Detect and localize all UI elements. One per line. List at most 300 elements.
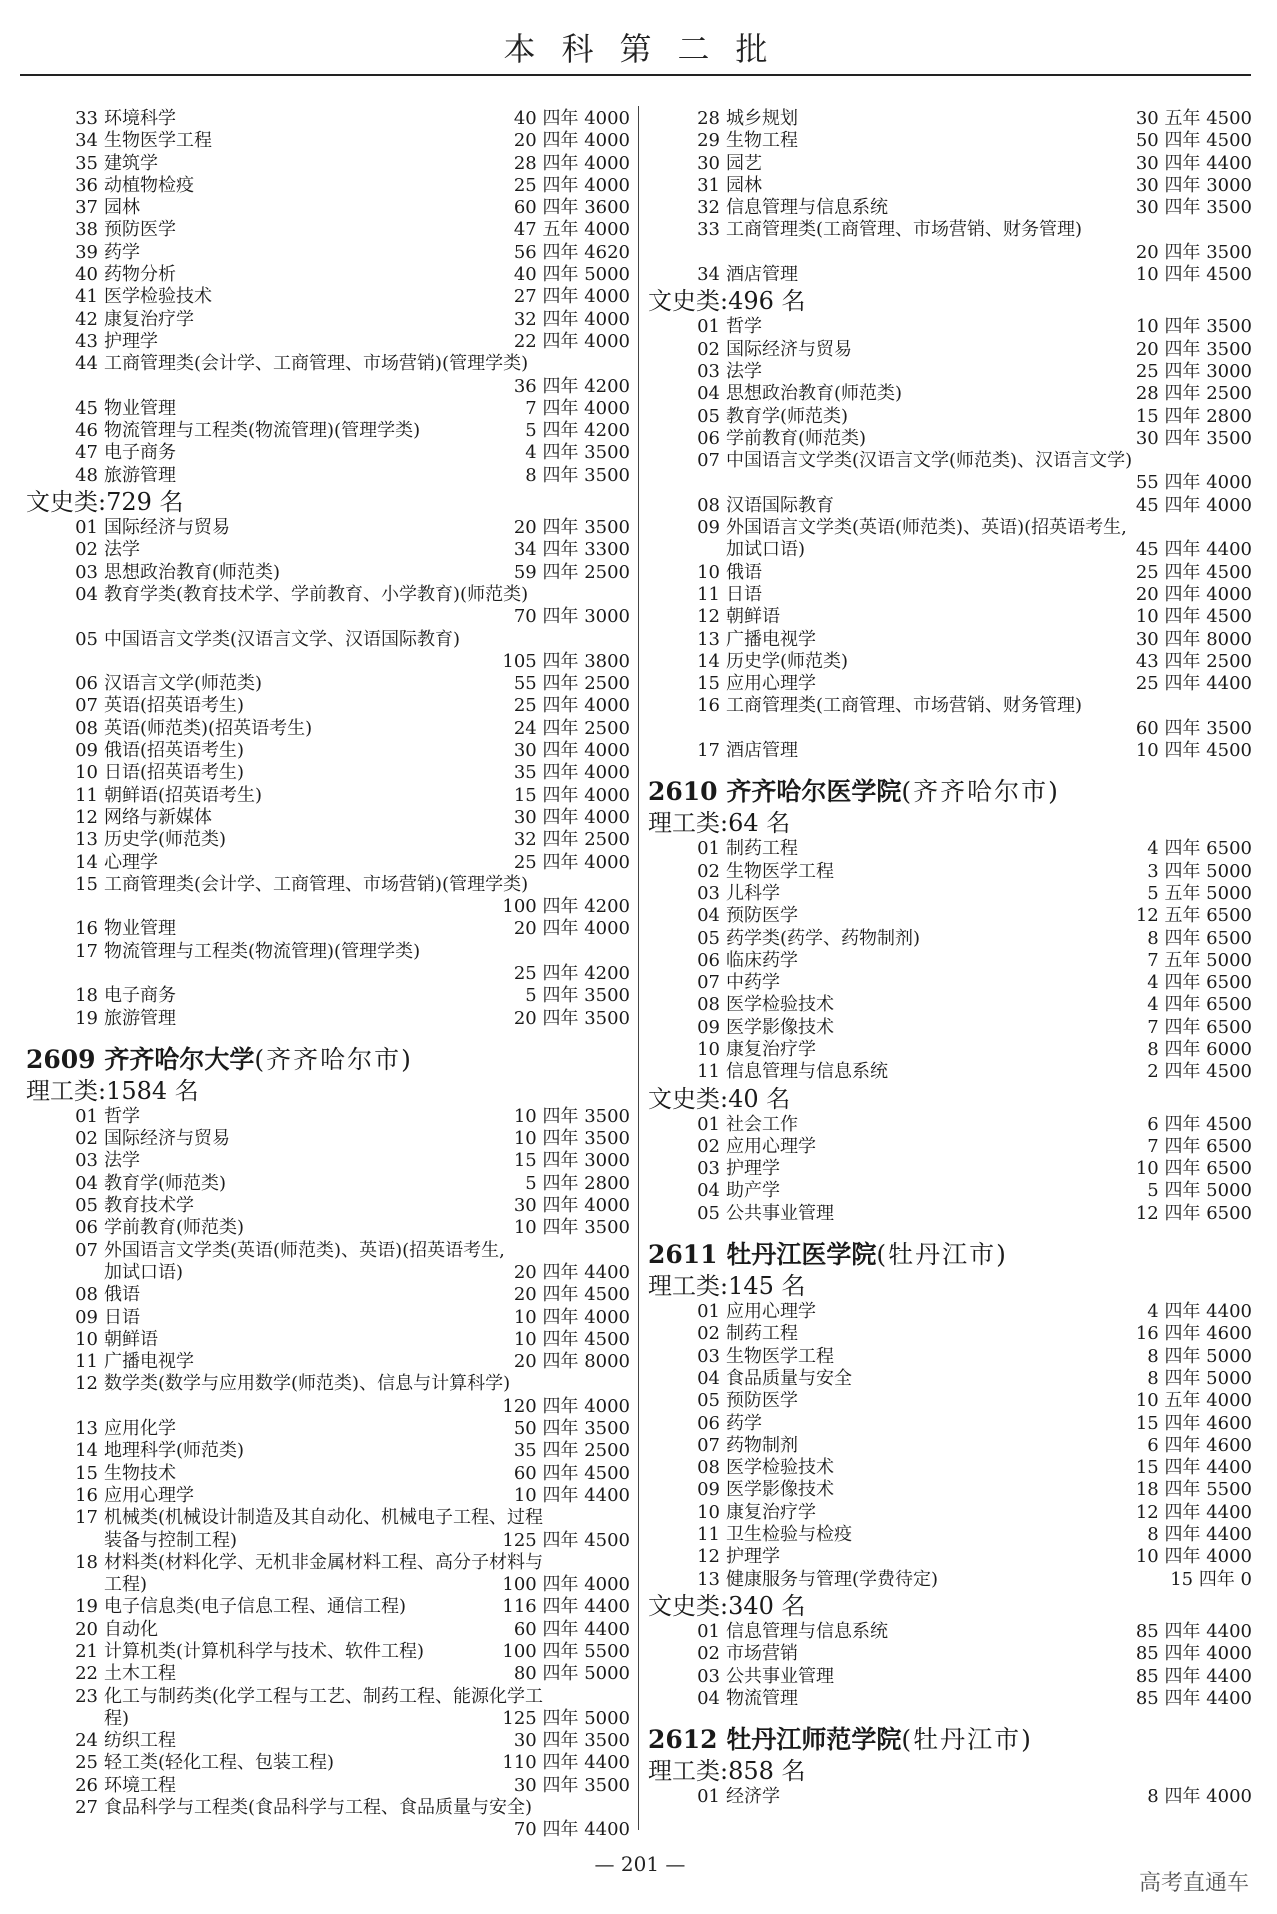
major-quota: 59 四年 2500 (513, 561, 630, 583)
major-name: 食品科学与工程类(食品科学与工程、食品质量与安全) (104, 1797, 533, 1819)
major-quota: 100 四年 4200 (502, 896, 630, 918)
major-code: 07 (697, 1434, 720, 1456)
major-row (26, 562, 630, 584)
major-row (26, 1752, 630, 1774)
major-name: 动植物检疫 (104, 174, 194, 196)
major-code: 05 (697, 405, 720, 427)
major-row (26, 718, 630, 740)
major-name: 广播电视学 (726, 628, 816, 650)
major-row (648, 883, 1252, 905)
school-heading (648, 776, 1252, 808)
major-quota: 70 四年 3000 (513, 606, 630, 628)
major-quota: 5 四年 5000 (1147, 1180, 1252, 1202)
major-name: 经济学 (726, 1786, 780, 1808)
major-row (26, 606, 630, 628)
major-name: 网络与新媒体 (104, 806, 212, 828)
major-code: 09 (697, 1016, 720, 1038)
major-row (26, 1507, 630, 1529)
major-code: 36 (75, 174, 98, 196)
major-row (26, 918, 630, 940)
major-quota: 20 四年 4000 (1135, 583, 1252, 605)
major-row (648, 629, 1252, 651)
major-name: 电子商务 (104, 442, 176, 464)
major-row (648, 339, 1252, 361)
major-code: 19 (75, 1007, 98, 1029)
major-name: 药物分析 (104, 264, 176, 286)
major-code: 15 (75, 873, 98, 895)
major-row (26, 829, 630, 851)
major-row (26, 1574, 630, 1596)
major-row (26, 1775, 630, 1797)
major-code: 10 (697, 1038, 720, 1060)
major-row (26, 1217, 630, 1239)
major-code: 21 (75, 1641, 98, 1662)
major-quota: 8 四年 3500 (525, 464, 630, 486)
major-name: 物流管理与工程类(物流管理)(管理学类) (104, 940, 421, 962)
major-quota: 4 四年 3500 (525, 442, 630, 464)
major-quota: 105 四年 3800 (502, 650, 630, 672)
major-name: 教育学(师范类) (104, 1172, 227, 1194)
major-name: 医学影像技术 (726, 1016, 834, 1038)
major-code: 03 (75, 561, 98, 583)
major-code: 17 (75, 940, 98, 962)
major-row (26, 629, 630, 651)
major-code: 17 (697, 740, 720, 762)
major-name: 国际经济与贸易 (726, 338, 852, 360)
column-divider (638, 106, 639, 1830)
major-code: 15 (697, 673, 720, 695)
major-name: 康复治疗学 (726, 1038, 816, 1060)
major-code: 01 (697, 1786, 720, 1808)
major-quota: 15 四年 4000 (513, 784, 630, 806)
major-code: 07 (75, 1239, 98, 1261)
major-row (26, 1708, 630, 1730)
major-code: 03 (697, 360, 720, 382)
major-quota: 36 四年 4200 (513, 375, 630, 397)
major-row (26, 1173, 630, 1195)
major-row (26, 584, 630, 606)
major-name: 国际经济与贸易 (104, 517, 230, 539)
major-code: 11 (697, 1061, 720, 1083)
major-name: 护理学 (104, 330, 158, 352)
major-row (648, 1666, 1252, 1688)
major-code: 10 (75, 1328, 98, 1350)
major-row (648, 838, 1252, 860)
major-name: 法学 (104, 1150, 140, 1172)
major-code: 09 (697, 1479, 720, 1501)
major-row (648, 539, 1252, 561)
major-name: 预防医学 (726, 905, 798, 927)
major-quota: 85 四年 4000 (1135, 1643, 1252, 1665)
major-name: 纺织工程 (104, 1730, 176, 1752)
major-row (648, 584, 1252, 606)
major-code: 24 (75, 1730, 98, 1752)
major-row (648, 1546, 1252, 1568)
major-code: 26 (75, 1774, 98, 1796)
major-name: 应用心理学 (726, 1301, 816, 1323)
major-quota: 28 四年 2500 (1135, 383, 1252, 405)
major-quota: 15 四年 3000 (513, 1150, 630, 1172)
major-name: 广播电视学 (104, 1351, 194, 1373)
major-quota: 4 四年 6500 (1147, 972, 1252, 994)
major-code: 04 (697, 1367, 720, 1389)
major-row (26, 1106, 630, 1128)
major-row (26, 175, 630, 197)
major-code: 32 (697, 197, 720, 219)
major-code: 13 (75, 1418, 98, 1440)
major-row (26, 1195, 630, 1217)
major-name: 物流管理与工程类(物流管理)(管理学类) (104, 420, 421, 442)
major-name: 环境工程 (104, 1774, 176, 1796)
major-name: 助产学 (726, 1180, 780, 1202)
major-name: 公共事业管理 (726, 1665, 834, 1687)
major-quota: 10 四年 3500 (513, 1128, 630, 1150)
major-row (26, 740, 630, 762)
major-code: 01 (697, 838, 720, 860)
major-code: 10 (75, 762, 98, 784)
major-name: 医学检验技术 (726, 994, 834, 1016)
major-code: 03 (697, 1158, 720, 1180)
major-quota: 12 四年 4400 (1135, 1501, 1252, 1523)
major-name: 学前教育(师范类) (726, 427, 867, 449)
major-quota: 22 四年 4000 (513, 330, 630, 352)
major-name: 装备与控制工程) (104, 1529, 238, 1551)
school-name: 牡丹江医学院 (726, 1240, 877, 1270)
major-name: 俄语(招英语考生) (104, 740, 245, 762)
major-quota: 35 四年 4000 (513, 762, 630, 784)
major-code: 15 (75, 1462, 98, 1484)
major-quota: 10 四年 4500 (1135, 264, 1252, 286)
major-quota: 55 四年 2500 (513, 673, 630, 695)
major-row (648, 718, 1252, 740)
major-name: 俄语 (726, 561, 762, 583)
school-code: 2609 (26, 1044, 96, 1074)
major-quota: 12 五年 6500 (1135, 905, 1252, 927)
major-quota: 4 四年 4400 (1147, 1301, 1252, 1323)
major-quota: 15 四年 0 (1170, 1568, 1252, 1590)
major-row (648, 1524, 1252, 1546)
major-quota: 55 四年 4000 (1135, 472, 1252, 494)
major-quota: 7 四年 4000 (525, 397, 630, 419)
major-quota: 34 四年 3300 (513, 539, 630, 561)
major-name: 朝鲜语 (726, 606, 780, 628)
major-row (648, 950, 1252, 972)
major-name: 汉语国际教育 (726, 494, 834, 516)
major-name: 药学类(药学、药物制剂) (726, 927, 921, 949)
major-code: 02 (75, 1128, 98, 1150)
major-row (648, 1368, 1252, 1390)
major-row (648, 606, 1252, 628)
major-row (26, 1552, 630, 1574)
major-name: 外国语言文学类(英语(师范类)、英语)(招英语考生, (104, 1239, 505, 1261)
major-code: 16 (75, 918, 98, 940)
major-name: 园林 (726, 174, 762, 196)
major-name: 外国语言文学类(英语(师范类)、英语)(招英语考生, (726, 517, 1127, 539)
major-name: 康复治疗学 (726, 1501, 816, 1523)
major-row (26, 852, 630, 874)
major-code: 34 (75, 130, 98, 152)
school-name: 牡丹江师范学院 (726, 1725, 902, 1755)
major-code: 33 (75, 108, 98, 129)
major-name: 思想政治教育(师范类) (726, 383, 903, 405)
category-heading: 文史类:340 名 (648, 1591, 806, 1620)
major-code: 22 (75, 1663, 98, 1685)
major-code: 19 (75, 1596, 98, 1618)
major-name: 哲学 (104, 1105, 140, 1127)
major-code: 08 (697, 1457, 720, 1479)
major-name: 应用心理学 (726, 1135, 816, 1157)
category-heading: 文史类:496 名 (648, 287, 806, 316)
school-code: 2611 (648, 1240, 718, 1270)
major-row (26, 1284, 630, 1306)
major-row (648, 861, 1252, 883)
major-row (648, 695, 1252, 717)
major-row (26, 130, 630, 152)
major-name: 加试口语) (726, 539, 806, 561)
major-name: 日语 (726, 583, 762, 605)
major-code: 07 (75, 695, 98, 717)
major-quota: 20 四年 4500 (513, 1284, 630, 1306)
major-name: 电子信息类(电子信息工程、通信工程) (104, 1596, 407, 1618)
major-row (26, 1307, 630, 1329)
major-code: 05 (75, 628, 98, 650)
major-code: 45 (75, 397, 98, 419)
major-row (26, 219, 630, 241)
major-name: 日语 (104, 1306, 140, 1328)
major-row (26, 874, 630, 896)
major-code: 29 (697, 130, 720, 152)
major-row (26, 1440, 630, 1462)
major-code: 06 (75, 673, 98, 695)
major-name: 自动化 (104, 1618, 158, 1640)
major-row (648, 361, 1252, 383)
major-quota: 60 四年 4400 (513, 1618, 630, 1640)
major-quota: 15 四年 4400 (1135, 1457, 1252, 1479)
major-quota: 5 四年 3500 (525, 985, 630, 1007)
major-quota: 8 四年 6500 (1147, 927, 1252, 949)
major-quota: 3 四年 5000 (1147, 860, 1252, 882)
major-quota: 20 四年 3500 (513, 517, 630, 539)
major-row (648, 562, 1252, 584)
major-row (26, 242, 630, 264)
major-quota: 60 四年 3500 (1135, 717, 1252, 739)
major-row (26, 941, 630, 963)
major-name: 医学检验技术 (726, 1457, 834, 1479)
major-code: 01 (697, 316, 720, 338)
major-code: 13 (697, 628, 720, 650)
major-quota: 20 四年 4400 (513, 1261, 630, 1283)
major-quota: 70 四年 4400 (513, 1819, 630, 1841)
major-row (26, 517, 630, 539)
major-code: 23 (75, 1685, 98, 1707)
school-code: 2612 (648, 1725, 718, 1755)
major-row (648, 1180, 1252, 1202)
major-name: 化工与制药类(化学工程与工艺、制药工程、能源化学工 (104, 1685, 544, 1707)
major-code: 02 (697, 338, 720, 360)
major-quota: 25 四年 3000 (1135, 360, 1252, 382)
major-row (648, 1643, 1252, 1665)
major-name: 学前教育(师范类) (104, 1217, 245, 1239)
major-row (26, 1351, 630, 1373)
major-row (26, 309, 630, 331)
major-quota: 116 四年 4400 (502, 1596, 630, 1618)
major-code: 46 (75, 420, 98, 442)
major-code: 01 (697, 1620, 720, 1642)
major-code: 09 (75, 740, 98, 762)
major-quota: 4 四年 6500 (1147, 994, 1252, 1016)
major-quota: 20 四年 4000 (513, 918, 630, 940)
major-row (648, 740, 1252, 762)
major-code: 07 (697, 450, 720, 472)
major-code: 01 (697, 1301, 720, 1323)
major-name: 教育技术学 (104, 1195, 194, 1217)
major-row (648, 428, 1252, 450)
major-quota: 30 四年 8000 (1135, 628, 1252, 650)
major-name: 制药工程 (726, 1323, 798, 1345)
major-quota: 30 四年 4000 (513, 806, 630, 828)
major-code: 10 (697, 1501, 720, 1523)
major-name: 园艺 (726, 152, 762, 174)
major-name: 教育学类(教育技术学、学前教育、小学教育)(师范类) (104, 583, 529, 605)
major-name: 市场营销 (726, 1643, 798, 1665)
major-code: 05 (697, 1390, 720, 1412)
major-name: 应用心理学 (726, 673, 816, 695)
major-quota: 25 四年 4000 (513, 695, 630, 717)
major-row (26, 1797, 630, 1819)
major-quota: 10 四年 4000 (1135, 1546, 1252, 1568)
major-name: 英语(师范类)(招英语考生) (104, 717, 313, 739)
category-heading: 理工类:1584 名 (26, 1076, 199, 1105)
major-name: 生物医学工程 (104, 130, 212, 152)
major-quota: 85 四年 4400 (1135, 1687, 1252, 1709)
major-code: 18 (75, 1551, 98, 1573)
major-quota: 30 四年 4400 (1135, 152, 1252, 174)
major-row (26, 1485, 630, 1507)
major-code: 03 (697, 1345, 720, 1367)
major-name: 康复治疗学 (104, 308, 194, 330)
major-code: 08 (697, 494, 720, 516)
major-code: 18 (75, 985, 98, 1007)
major-quota: 7 五年 5000 (1147, 949, 1252, 971)
major-row (648, 1457, 1252, 1479)
major-name: 预防医学 (104, 219, 176, 241)
major-row (26, 1150, 630, 1172)
major-code: 20 (75, 1618, 98, 1640)
major-name: 物业管理 (104, 918, 176, 940)
major-quota: 80 四年 5000 (513, 1663, 630, 1685)
major-code: 11 (75, 1351, 98, 1373)
major-row (648, 175, 1252, 197)
major-quota: 5 四年 4200 (525, 420, 630, 442)
major-row (648, 1136, 1252, 1158)
major-quota: 60 四年 3600 (513, 197, 630, 219)
major-row (648, 242, 1252, 264)
major-code: 31 (697, 174, 720, 196)
major-quota: 47 五年 4000 (513, 219, 630, 241)
major-row (26, 762, 630, 784)
page-header (20, 24, 1251, 76)
watermark-text: 高考直通车 (1138, 1871, 1249, 1896)
major-row (26, 442, 630, 464)
major-name: 建筑学 (104, 152, 158, 174)
major-name: 机械类(机械设计制造及其自动化、机械电子工程、过程 (104, 1507, 544, 1529)
major-code: 35 (75, 152, 98, 174)
major-name: 日语(招英语考生) (104, 762, 245, 784)
major-quota: 25 四年 4000 (513, 851, 630, 873)
major-quota: 10 四年 4500 (1135, 740, 1252, 762)
major-row (26, 985, 630, 1007)
major-name: 哲学 (726, 316, 762, 338)
major-code: 08 (75, 717, 98, 739)
major-code: 27 (75, 1797, 98, 1819)
major-quota: 20 四年 4000 (513, 130, 630, 152)
major-name: 英语(招英语考生) (104, 695, 245, 717)
major-quota: 4 四年 6500 (1147, 838, 1252, 860)
major-quota: 30 四年 3500 (1135, 427, 1252, 449)
major-name: 医学检验技术 (104, 286, 212, 308)
major-row (26, 1373, 630, 1395)
major-name: 护理学 (726, 1158, 780, 1180)
major-code: 04 (697, 905, 720, 927)
major-name: 朝鲜语(招英语考生) (104, 784, 263, 806)
major-quota: 30 四年 3500 (1135, 197, 1252, 219)
major-code: 04 (697, 1180, 720, 1202)
major-row (26, 331, 630, 353)
major-quota: 30 四年 4000 (513, 740, 630, 762)
major-name: 物流管理 (726, 1687, 798, 1709)
major-code: 06 (697, 427, 720, 449)
major-name: 旅游管理 (104, 464, 176, 486)
major-row (648, 153, 1252, 175)
major-name: 生物医学工程 (726, 1345, 834, 1367)
major-code: 16 (697, 695, 720, 717)
major-row (648, 651, 1252, 673)
major-name: 程) (104, 1707, 130, 1729)
major-quota: 10 四年 3500 (513, 1217, 630, 1239)
major-name: 酒店管理 (726, 740, 798, 762)
major-row (648, 1061, 1252, 1083)
major-name: 公共事业管理 (726, 1202, 834, 1224)
major-quota: 18 四年 5500 (1135, 1479, 1252, 1501)
major-row (648, 994, 1252, 1016)
major-code: 16 (75, 1484, 98, 1506)
major-quota: 43 四年 2500 (1135, 650, 1252, 672)
major-row (26, 1463, 630, 1485)
major-code: 01 (697, 1113, 720, 1135)
major-quota: 8 四年 6000 (1147, 1038, 1252, 1060)
major-name: 加试口语) (104, 1261, 184, 1283)
major-row (648, 1621, 1252, 1643)
major-code: 01 (75, 517, 98, 539)
major-row (648, 197, 1252, 219)
major-quota: 35 四年 2500 (513, 1440, 630, 1462)
major-row (648, 972, 1252, 994)
major-name: 临床药学 (726, 949, 798, 971)
major-code: 10 (697, 561, 720, 583)
major-row (26, 353, 630, 375)
major-name: 旅游管理 (104, 1007, 176, 1029)
major-row (26, 896, 630, 918)
major-code: 14 (75, 1440, 98, 1462)
major-name: 法学 (726, 360, 762, 382)
major-name: 城乡规划 (726, 108, 798, 129)
major-row (26, 1619, 630, 1641)
left-column (26, 108, 630, 1842)
major-row (648, 130, 1252, 152)
major-quota: 50 四年 3500 (513, 1418, 630, 1440)
major-name: 应用心理学 (104, 1484, 194, 1506)
major-code: 02 (697, 1643, 720, 1665)
